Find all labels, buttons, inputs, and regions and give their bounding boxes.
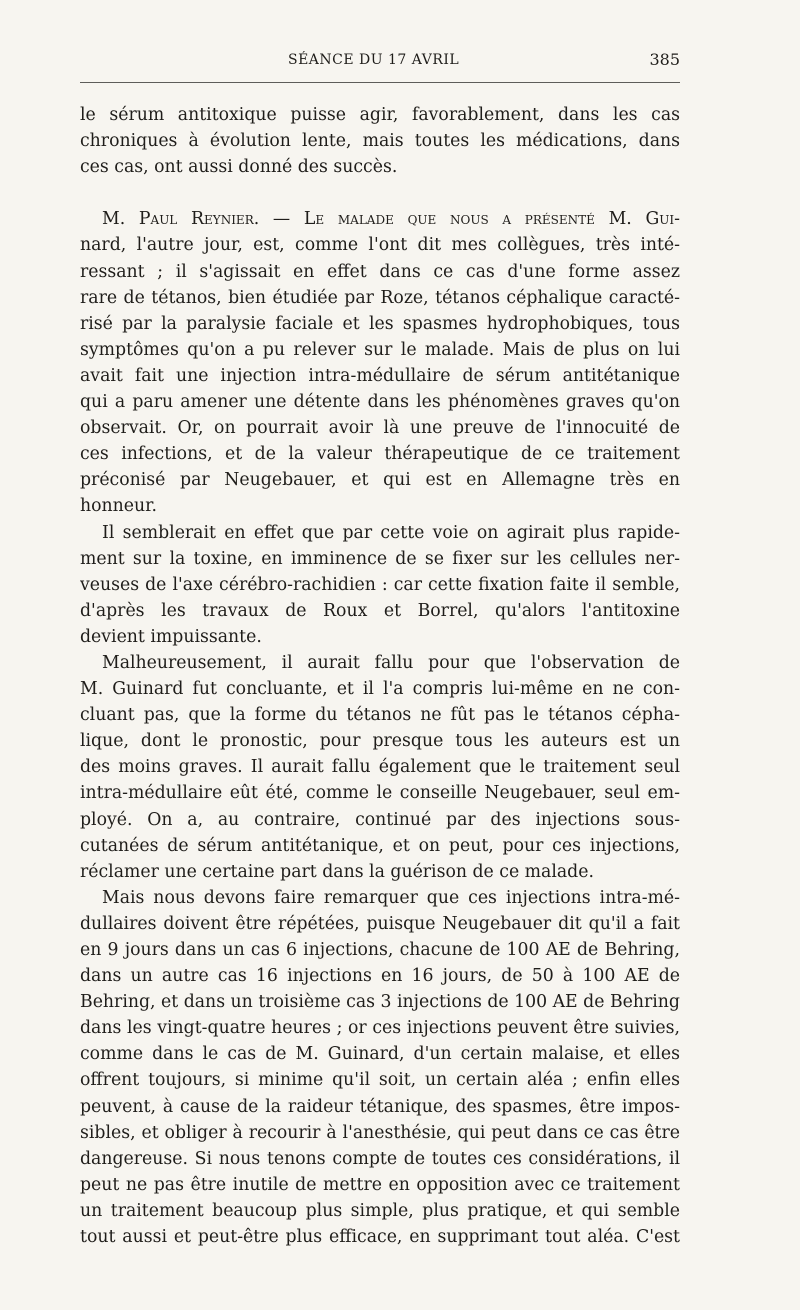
text-line: des moins graves. Il aurait fallu également que le traitement seul <box>80 757 680 778</box>
text-line: nard, l'autre jour, est, comme l'ont dit mes collègues, très inté- <box>80 235 680 256</box>
text-line: peut ne pas être inutile de mettre en opposition avec ce traitement <box>80 1174 680 1195</box>
text-line: observait. Or, on pourrait avoir là une preuve de l'innocuité de <box>80 418 680 439</box>
text-line: rare de tétanos, bien étudiée par Roze, tétanos céphalique caracté- <box>80 287 680 308</box>
text-line: préconisé par Neugebauer, et qui est en Allemagne très en <box>80 470 680 491</box>
text-line: cluant pas, que la forme du tétanos ne fût pas le tétanos cépha- <box>80 705 680 726</box>
text-line: cutanées de sérum antitétanique, et on peut, pour ces injections, <box>80 835 680 856</box>
text-line: le sérum antitoxique puisse agir, favorablement, dans les cas <box>80 105 680 125</box>
text-line: avait fait une injection intra-médullaire de sérum antitétanique <box>80 365 680 386</box>
text-line: risé par la paralysie faciale et les spasmes hydrophobiques, tous <box>80 313 680 334</box>
text-line: Il semblerait en effet que par cette voie on agirait plus rapide- <box>102 522 680 543</box>
text-line: un traitement beaucoup plus simple, plus pratique, et qui semble <box>80 1200 680 1221</box>
text-line: qui a paru amener une détente dans les phénomènes graves qu'on <box>80 392 680 413</box>
text-line: ces infections, et de la valeur thérapeutique de ce traitement <box>80 444 680 465</box>
text-line: ment sur la toxine, en imminence de se fixer sur les cellules ner- <box>80 548 680 569</box>
text-line: réclamer une certaine part dans la guérison de ce malade. <box>80 861 594 882</box>
text-line: offrent toujours, si minime qu'il soit, un certain aléa ; enfin elles <box>80 1070 680 1091</box>
text-line: ces cas, ont aussi donné des succès. <box>80 157 398 178</box>
text-line: en 9 jours dans un cas 6 injections, chacune de 100 AE de Behring, <box>80 940 680 960</box>
text-line: M. Guinard fut concluante, et il l'a compris lui-même en ne con- <box>80 679 680 700</box>
running-title: SÉANCE DU 17 AVRIL <box>288 52 460 68</box>
text-line: d'après les travaux de Roux et Borrel, qu'alors l'antitoxine <box>80 600 680 621</box>
body-text <box>80 102 680 1250</box>
running-header <box>80 44 680 72</box>
text-line: dans un autre cas 16 injections en 16 jours, de 50 à 100 AE de <box>80 966 680 987</box>
text-line: ployé. On a, au contraire, continué par des injections sous- <box>80 809 680 830</box>
text-line: chroniques à évolution lente, mais toutes les médications, dans <box>80 131 680 152</box>
text-line: sibles, et obliger à recourir à l'anesthésie, qui peut dans ce cas être <box>80 1122 680 1143</box>
text-line: Malheureusement, il aurait fallu pour que l'observation de <box>102 652 680 673</box>
text-line: dullaires doivent être répétées, puisque Neugebauer dit qu'il a fait <box>80 913 680 934</box>
text-line: peuvent, à cause de la raideur tétanique, des spasmes, être impos- <box>80 1096 680 1117</box>
text-line: symptômes qu'on a pu relever sur le malade. Mais de plus on lui <box>80 339 680 360</box>
text-line: devient impuissante. <box>80 626 262 647</box>
text-line: dans les vingt-quatre heures ; or ces injections peuvent être suivies, <box>80 1018 680 1039</box>
speaker-line: M. Paul Reynier. — Le malade que nous a présenté M. Gui- <box>102 209 680 230</box>
text-line: intra-médullaire eût été, comme le conseille Neugebauer, seul em- <box>80 783 680 804</box>
text-line: comme dans le cas de M. Guinard, d'un certain malaise, et elles <box>80 1044 680 1065</box>
text-line: Mais nous devons faire remarquer que ces injections intra-mé- <box>102 887 680 908</box>
text-line: veuses de l'axe cérébro-rachidien : car cette fixation faite il semble, <box>80 574 680 595</box>
paragraph-gap <box>80 180 680 206</box>
header-rule <box>80 82 680 83</box>
text-line: ressant ; il s'agissait en effet dans ce cas d'une forme assez <box>80 261 680 282</box>
text-line: dangereuse. Si nous tenons compte de toutes ces considérations, il <box>80 1148 680 1169</box>
text-line: honneur. <box>80 496 158 517</box>
text-line: lique, dont le pronostic, pour presque tous les auteurs est un <box>80 731 680 752</box>
text-line: tout aussi et peut-être plus efficace, en supprimant tout aléa. C'est <box>80 1227 680 1248</box>
text-line: Behring, et dans un troisième cas 3 injections de 100 AE de Behring <box>80 992 680 1013</box>
page-number: 385 <box>649 50 680 69</box>
